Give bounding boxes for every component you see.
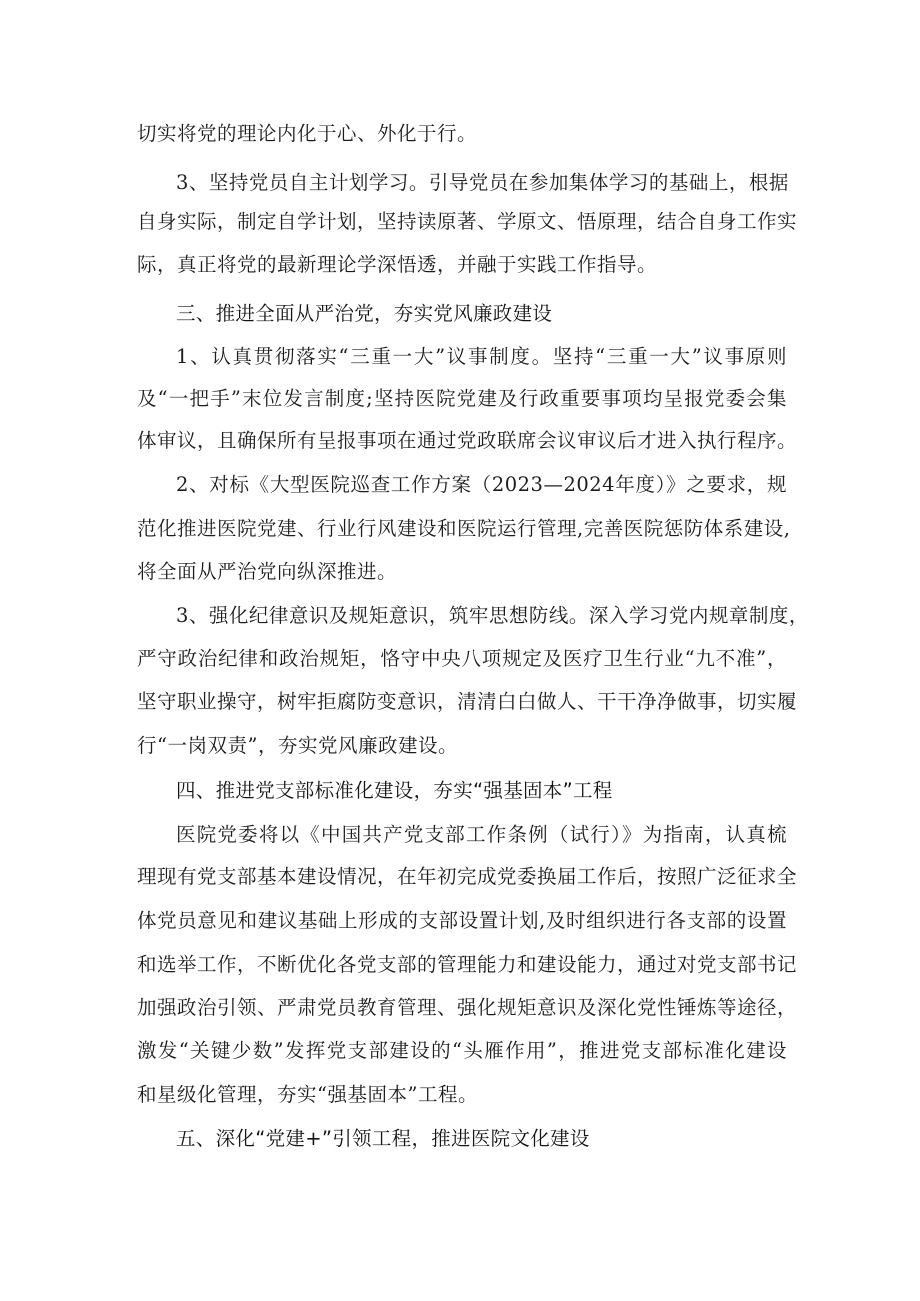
paragraph-line: 加强政治引领、严肃党员教育管理、强化规矩意识及深化党性锤炼等途径， <box>137 996 798 1019</box>
paragraph-line: 及“一把手”末位发言制度;坚持医院党建及行政重要事项均呈报党委会集 <box>137 387 787 410</box>
paragraph-line: 行“一岗双责”，夯实党风廉政建设。 <box>137 734 458 757</box>
section-heading-4: 四、推进党支部标准化建设，夯实“强基固本”工程 <box>176 779 613 802</box>
paragraph-line: 严守政治纪律和政治规矩，恪守中央八项规定及医疗卫生行业“九不准”， <box>137 647 787 670</box>
paragraph-line: 坚守职业操守，树牢拒腐防变意识，清清白白做人、干干净净做事，切实履 <box>137 690 798 713</box>
paragraph-line: 体审议，且确保所有呈报事项在通过党政联席会议审议后才进入执行程序。 <box>137 429 798 452</box>
paragraph-line: 激发“关键少数”发挥党支部建设的“头雁作用”，推进党支部标准化建设 <box>137 1039 787 1062</box>
paragraph-line: 和选举工作，不断优化各党支部的管理能力和建设能力，通过对党支部书记 <box>137 953 798 976</box>
paragraph-line: 自身实际，制定自学计划，坚持读原著、学原文、悟原理，结合自身工作实 <box>137 210 798 233</box>
paragraph-line: 3、坚持党员自主计划学习。引导党员在参加集体学习的基础上，根据 <box>176 171 789 194</box>
paragraph-line: 1、认真贯彻落实“三重一大”议事制度。坚持“三重一大”议事原则 <box>176 345 787 368</box>
section-heading-3: 三、推进全面从严治党，夯实党风廉政建设 <box>176 302 553 325</box>
paragraph-line: 际，真正将党的最新理论学深悟透，并融于实践工作指导。 <box>137 253 658 276</box>
paragraph-line: 体党员意见和建议基础上形成的支部设置计划,及时组织进行各支部的设置 <box>137 909 787 932</box>
paragraph-line: 范化推进医院党建、行业行风建设和医院运行管理,完善医院惩防体系建设, <box>137 517 791 540</box>
paragraph-line: 和星级化管理，夯实“强基固本”工程。 <box>137 1083 478 1106</box>
paragraph-line: 切实将党的理论内化于心、外化于行。 <box>137 122 478 145</box>
section-heading-5: 五、深化“党建+”引领工程，推进医院文化建设 <box>176 1127 590 1150</box>
paragraph-line: 将全面从严治党向纵深推进。 <box>137 560 398 583</box>
paragraph-line: 理现有党支部基本建设情况，在年初完成党委换届工作后，按照广泛征求全 <box>137 865 798 888</box>
paragraph-line: 医院党委将以《中国共产党支部工作条例（试行）》为指南，认真梳 <box>176 823 787 846</box>
paragraph-line: 3、强化纪律意识及规矩意识，筑牢思想防线。深入学习党内规章制度， <box>176 604 809 627</box>
paragraph-line: 2、对标《大型医院巡查工作方案（2023—2024年度）》之要求，规 <box>176 473 787 496</box>
